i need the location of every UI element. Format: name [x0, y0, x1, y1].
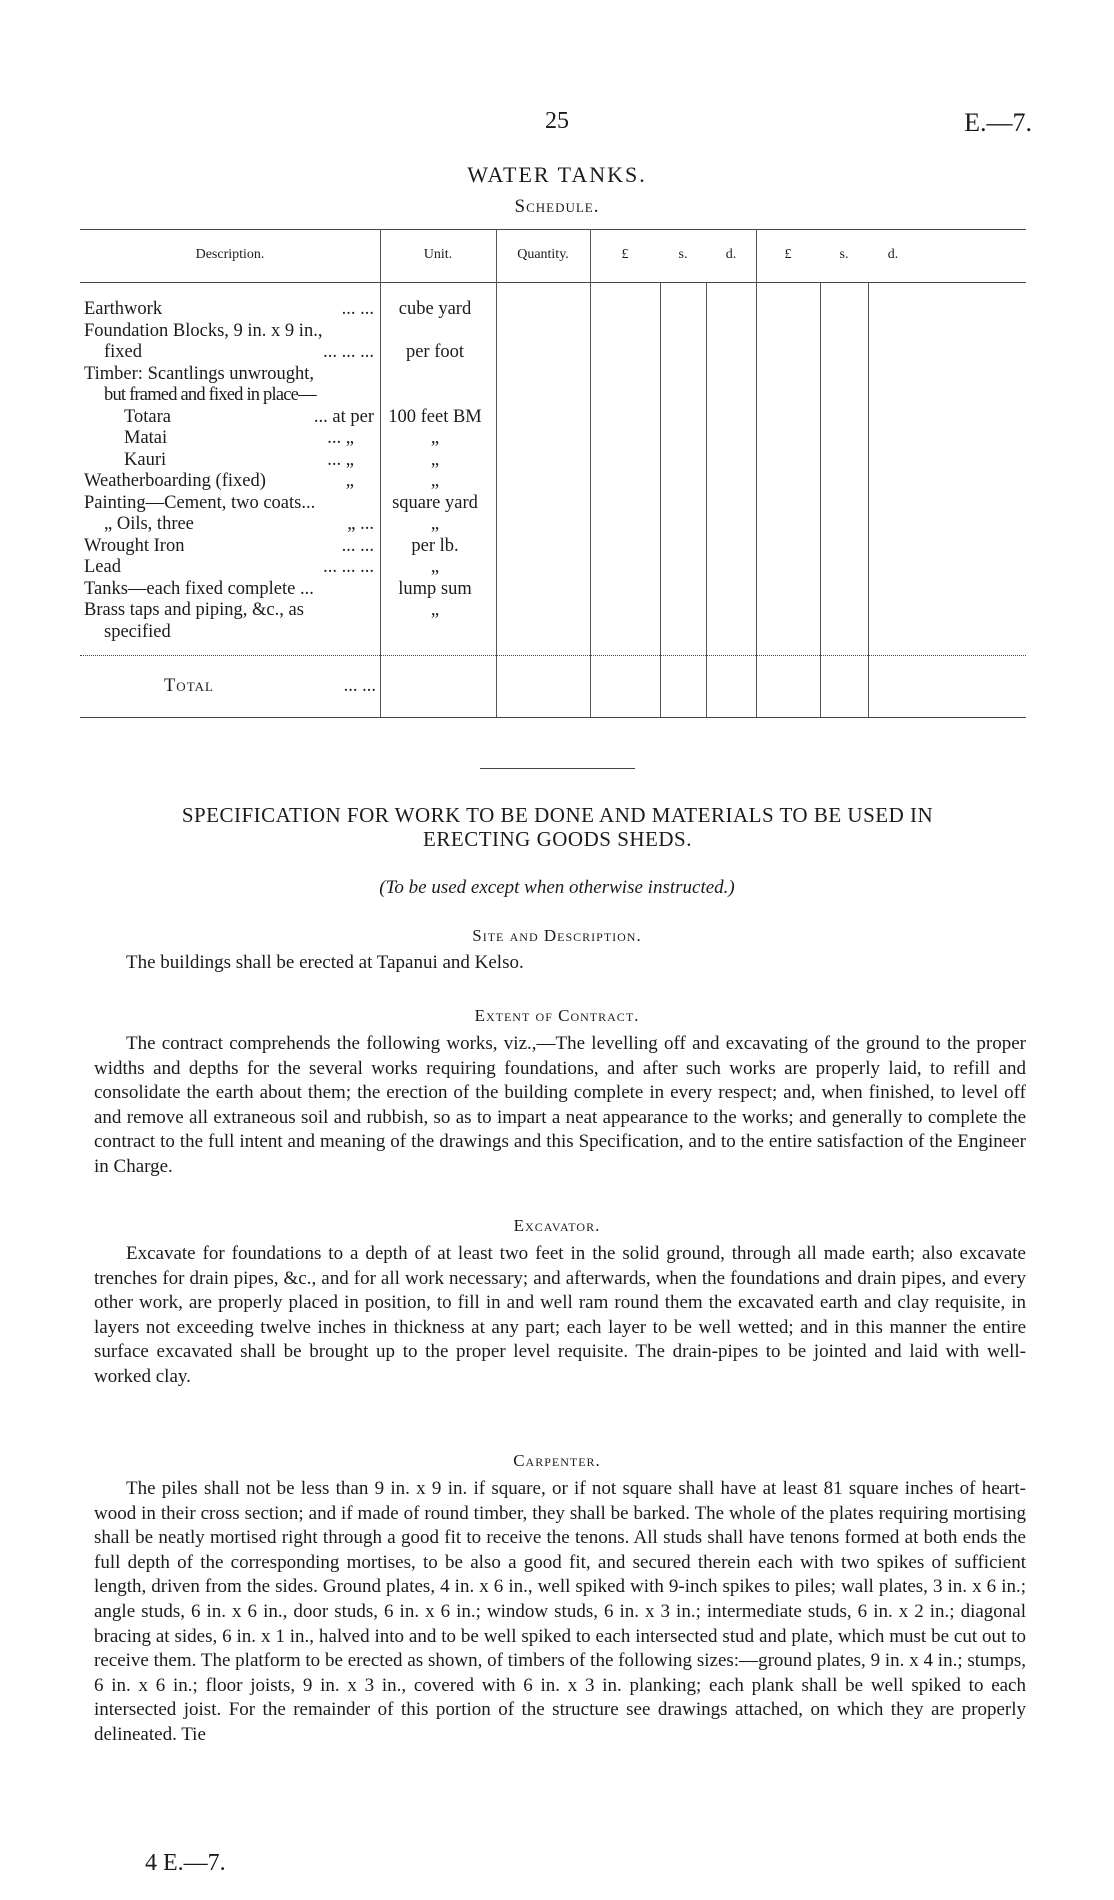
table-row: Foundation Blocks, 9 in. x 9 in., — [84, 320, 323, 341]
table-row: Tanks—each fixed complete ... — [84, 578, 314, 599]
spec-subtitle: (To be used except when otherwise instructed.) — [379, 877, 735, 898]
table-row: Painting—Cement, two coats... — [84, 492, 316, 513]
unit-cell: „ — [430, 449, 440, 470]
heading-excavator: Excavator. — [513, 1216, 601, 1235]
table-header-rule — [80, 282, 1026, 283]
table-total-rule — [80, 655, 1026, 656]
table-row: Weatherboarding (fixed) „ — [84, 471, 354, 491]
header-pounds-1: £ — [621, 247, 629, 262]
unit-column — [375, 299, 495, 643]
table-top-rule — [80, 229, 1026, 230]
table-row: Brass taps and piping, &c., as — [84, 600, 304, 620]
page-number: 25 — [545, 108, 569, 134]
table-row: fixed ... ... ... — [104, 342, 374, 362]
unit-cell — [375, 364, 495, 386]
unit-cell: per foot — [405, 342, 465, 362]
unit-cell: 100 feet BM — [388, 406, 482, 427]
unit-cell: „ — [430, 557, 440, 577]
page-reference: E.—7. — [964, 108, 1032, 137]
table-row: Timber: Scantlings unwrought, — [84, 363, 315, 384]
unit-cell: „ — [430, 428, 440, 448]
table-row: Earthwork ... ... — [84, 299, 374, 319]
page-footer: 4 E.—7. — [145, 1850, 226, 1876]
unit-cell — [375, 385, 495, 407]
spec-title: SPECIFICATION FOR WORK TO BE DONE AND MATERIALS TO BE USED IN ERECTING GOODS SHEDS. — [181, 803, 934, 851]
schedule-subtitle: Schedule. — [514, 196, 600, 217]
header-shillings-2: s. — [839, 247, 849, 262]
schedule-table — [80, 229, 1026, 717]
section-divider — [480, 768, 635, 769]
unit-cell: „ — [430, 471, 440, 491]
header-unit: Unit. — [423, 247, 453, 262]
header-pence-2: d. — [887, 247, 899, 262]
unit-cell — [375, 321, 495, 343]
page-title: WATER TANKS. — [467, 162, 647, 187]
header-quantity: Quantity. — [517, 247, 569, 262]
unit-cell: „ — [430, 600, 440, 620]
unit-cell: „ — [430, 514, 440, 534]
table-row: but framed and fixed in place— — [104, 385, 316, 405]
heading-site: Site and Description. — [472, 926, 642, 945]
unit-cell: cube yard — [398, 299, 472, 319]
table-row: Matai ... „ — [124, 428, 354, 448]
table-bottom-rule — [80, 717, 1026, 718]
table-row: Totara ... at per — [124, 406, 374, 427]
paragraph-extent: The contract comprehends the following works, viz.,—The levelling off and excavating of the ground to the proper widths and depths for the several works requiring foundations, and after such works are properly laid, to refill and consolidate the earth about them; the erection of the building complete in every respect; and, when finished, to level off and remove all extraneous soil and rubbish, so as to impart a neat appearance to the works; and generally to complete the contract to the full intent and meaning of the drawings and this Specification, and to the entire satisfaction of the Engineer in Charge. — [94, 1033, 1026, 1177]
header-pence-1: d. — [725, 247, 737, 262]
unit-cell: per lb. — [411, 535, 459, 556]
header-shillings-1: s. — [678, 247, 688, 262]
unit-cell: lump sum — [398, 578, 472, 599]
heading-extent: Extent of Contract. — [474, 1006, 640, 1025]
description-column — [84, 299, 374, 643]
paragraph-site: The buildings shall be erected at Tapanui and Kelso. — [126, 952, 524, 973]
table-row: „ Oils, three „ ... — [104, 514, 374, 534]
paragraph-excavator: Excavate for foundations to a depth of at least two feet in the solid ground, through all made earth; also excavate trenches for drain pipes, &c., and for all work necessary; and afterwards, when the foundations and drain pipes, and every other work, are properly placed in position, to fill in and well ram round them the excavated earth and clay requisite, in layers not exceeding twelve inches in thickness at any part; each layer to be well wetted; and in this manner the entire surface excavated shall be brought up to the proper level requisite. The drain-pipes to be jointed and laid with well-worked clay. — [94, 1243, 1026, 1387]
table-row: Wrought Iron ... ... — [84, 535, 374, 556]
heading-carpenter: Carpenter. — [513, 1451, 601, 1470]
table-row: Lead ... ... ... — [84, 557, 374, 577]
total-label: Total — [164, 676, 214, 696]
unit-cell: square yard — [392, 492, 478, 513]
header-description: Description. — [195, 247, 265, 262]
header-pounds-2: £ — [784, 247, 792, 262]
total-row: Total ... ... — [164, 676, 376, 696]
table-row: specified — [104, 621, 171, 642]
paragraph-carpenter: The piles shall not be less than 9 in. x 9 in. if square, or if not square shall have at least 81 square inches of heart-wood in their cross section; and if made of round timber, they shall be barked. The whole of the plates requiring mortising shall be neatly mortised right through a good fit to receive the tenons. All studs shall have tenons formed at both ends the full depth of the corresponding mortises, to be also a good fit, and secured therein each with two spikes of sufficient length, driven from the sides. Ground plates, 4 in. x 6 in., well spiked with 9-inch spikes to piles; wall plates, 3 in. x 6 in.; angle studs, 6 in. x 6 in., door studs, 6 in. x 6 in.; window studs, 6 in. x 3 in.; intermediate studs, 6 in. x 2 in.; diagonal bracing at sides, 6 in. x 1 in., halved into and to be well spiked to each intersected stud and plate, which must be cut out to receive them. The platform to be erected as shown, of timbers of the following sizes:—ground plates, 9 in. x 4 in.; stumps, 6 in. x 6 in.; floor joists, 9 in. x 3 in., covered with 6 in. x 3 in. planking; each plank shall be well spiked to each intersected joist. For the remainder of this portion of the structure see drawings attached, on which they are properly delineated. Tie — [94, 1478, 1026, 1745]
table-row: Kauri ... „ — [124, 449, 354, 470]
unit-cell — [375, 622, 495, 644]
